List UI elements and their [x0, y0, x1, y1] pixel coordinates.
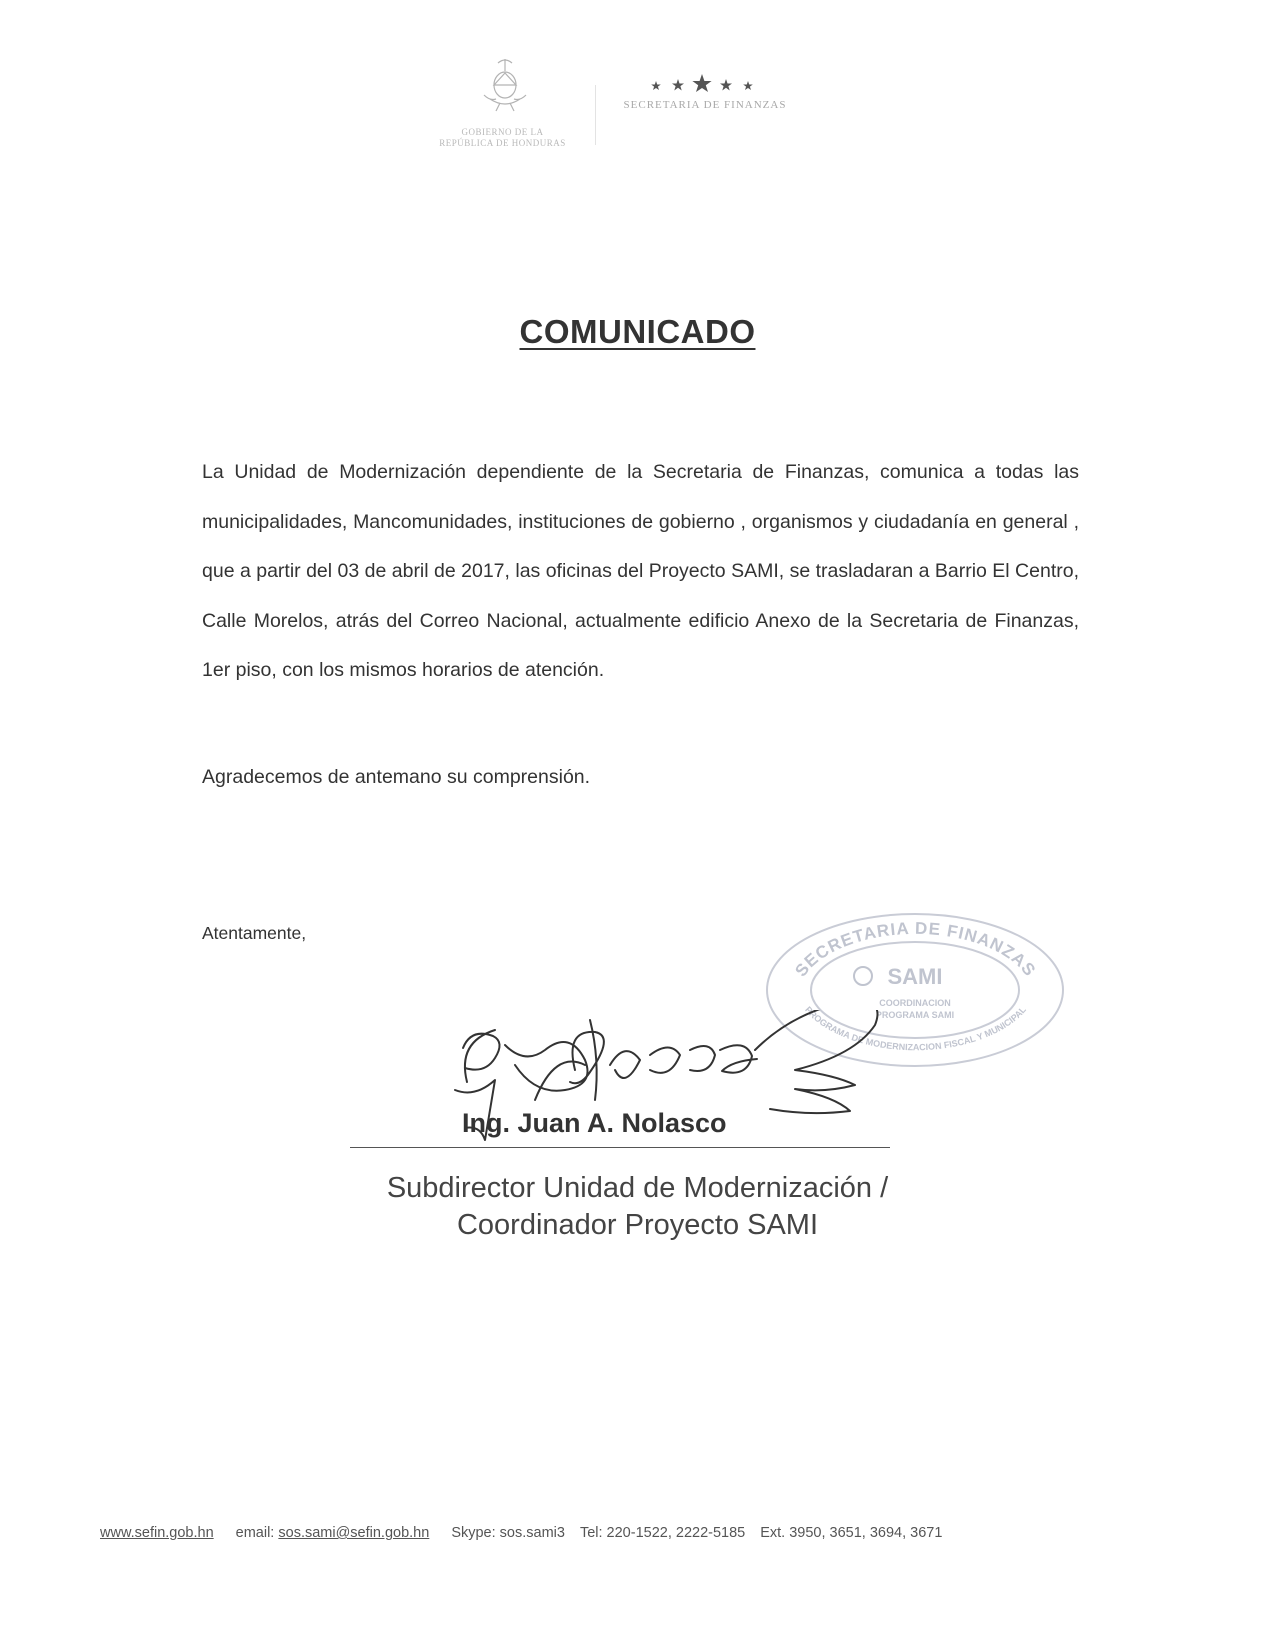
- website-link[interactable]: www.sefin.gob.hn: [100, 1525, 214, 1541]
- department-name: SECRETARIA DE FINANZAS: [623, 99, 787, 111]
- role-line-2: Coordinador Proyecto SAMI: [456, 1209, 819, 1241]
- footer-contact: [100, 1525, 942, 1541]
- stamp-arc-bottom: PROGRAMA DE MODERNIZACION FISCAL Y MUNICIPAL: [803, 1004, 1028, 1053]
- header-divider: [595, 85, 596, 145]
- closing-line: Agradecemos de antemano su comprensión.: [202, 766, 591, 788]
- salutation: Atentamente,: [202, 923, 307, 943]
- role-line-1: Subdirector Unidad de Modernización /: [386, 1172, 889, 1204]
- coat-of-arms-icon: [470, 55, 540, 125]
- phone-info: Tel: 220-1522, 2222-5185: [579, 1525, 746, 1541]
- title-text: COMUNICADO: [519, 313, 756, 350]
- stamp-emblem-icon: [854, 967, 872, 985]
- government-seal-text: [420, 127, 585, 149]
- stamp-center: SAMI: [887, 964, 943, 989]
- five-stars-icon: [642, 73, 762, 93]
- seal-line-1: GOBIERNO DE LA: [461, 127, 544, 137]
- signature-line: [350, 1147, 890, 1148]
- signer-name: Ing. Juan A. Nolasco: [462, 1108, 727, 1138]
- stamp-sub1: COORDINACION: [879, 998, 951, 1008]
- skype-info: Skype: sos.sami3: [451, 1525, 565, 1541]
- seal-line-2: REPÚBLICA DE HONDURAS: [439, 138, 566, 148]
- extension-info: Ext. 3950, 3651, 3694, 3671: [760, 1525, 943, 1541]
- document-title: [0, 313, 1275, 351]
- stamp-arc-top: SECRETARIA DE FINANZAS: [791, 918, 1040, 981]
- body-paragraph: La Unidad de Modernización dependiente de la Secretaria de Finanzas, comunica a todas las municipalidades, Mancomunidades, instituciones de gobierno , organismos y ciudadanía en general , que a partir del 03 de abril de 2017, las oficinas del Proyecto SAMI, se trasladaran a Barrio El Centro, Calle Morelos, atrás del Correo Nacional, actualmente edificio Anexo de la Secretaria de Finanzas, 1er piso, con los mismos horarios de atención.: [202, 461, 1079, 681]
- email-link[interactable]: sos.sami@sefin.gob.hn: [278, 1525, 430, 1541]
- email-label: email:: [235, 1525, 275, 1541]
- stamp-sub2: PROGRAMA SAMI: [875, 1010, 955, 1020]
- letterhead: [420, 55, 820, 165]
- signer-role: [0, 1170, 1275, 1244]
